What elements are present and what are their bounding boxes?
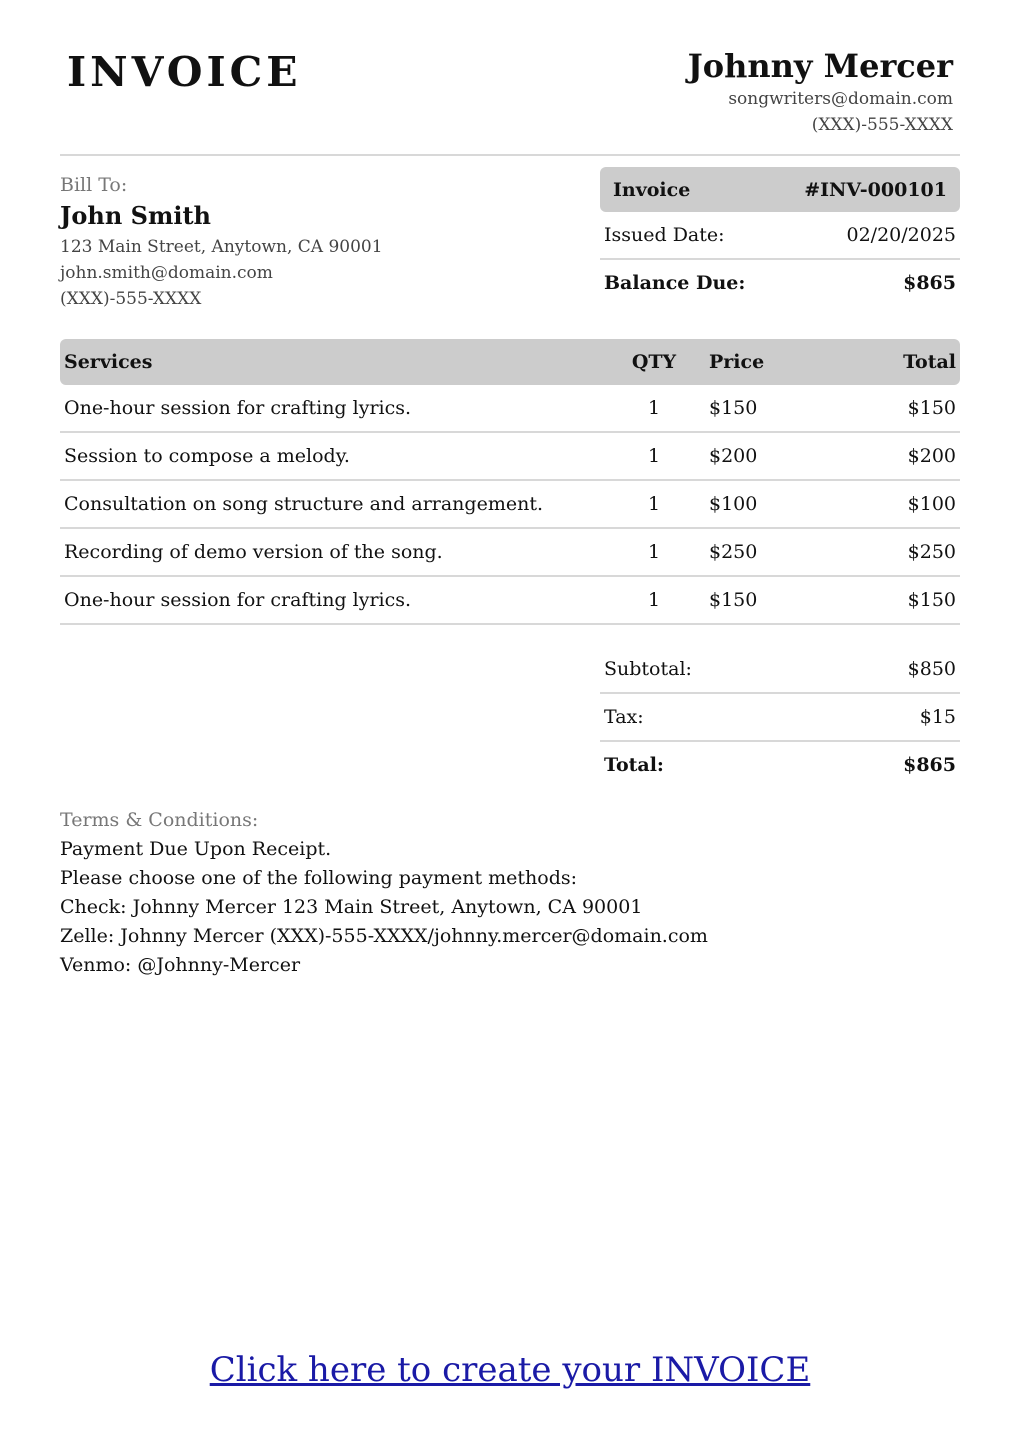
- service-cell: Session to compose a melody.: [60, 432, 614, 480]
- client-name: John Smith: [60, 201, 211, 230]
- issued-date-label: Issued Date:: [604, 224, 725, 246]
- table-row: [60, 480, 960, 528]
- grand-total-row: [600, 742, 960, 788]
- column-header-qty: QTY: [614, 339, 694, 385]
- total-cell: $250: [819, 528, 960, 576]
- qty-cell: 1: [614, 385, 694, 432]
- service-cell: One-hour session for crafting lyrics.: [60, 385, 614, 432]
- terms-block: [60, 806, 708, 980]
- total-cell: $150: [819, 385, 960, 432]
- terms-line: Venmo: @Johnny-Mercer: [60, 954, 301, 976]
- tax-row: [600, 694, 960, 742]
- column-header-total: Total: [819, 339, 960, 385]
- totals-block: [600, 646, 960, 788]
- table-row: [60, 432, 960, 480]
- seller-name: Johnny Mercer: [687, 47, 953, 85]
- qty-cell: 1: [614, 528, 694, 576]
- price-cell: $250: [694, 528, 819, 576]
- client-email: john.smith@domain.com: [60, 263, 273, 283]
- invoice-number: #INV-000101: [804, 178, 947, 201]
- invoice-label: Invoice: [613, 178, 691, 201]
- invoice-header: [60, 0, 960, 156]
- subtotal-label: Subtotal:: [604, 658, 692, 680]
- services-table: [60, 339, 960, 625]
- seller-phone: (XXX)-555-XXXX: [811, 115, 953, 135]
- tax-label: Tax:: [604, 706, 644, 728]
- bill-to-block: [60, 172, 383, 312]
- table-header-row: [60, 339, 960, 385]
- total-cell: $100: [819, 480, 960, 528]
- table-row: [60, 528, 960, 576]
- terms-line: Zelle: Johnny Mercer (XXX)-555-XXXX/johnny.mercer@domain.com: [60, 925, 708, 947]
- client-address: 123 Main Street, Anytown, CA 90001: [60, 237, 383, 257]
- balance-due-label: Balance Due:: [604, 272, 746, 294]
- terms-line: Please choose one of the following payment methods:: [60, 867, 578, 889]
- qty-cell: 1: [614, 480, 694, 528]
- issued-date-row: [600, 212, 960, 260]
- create-invoice-link[interactable]: Click here to create your INVOICE: [209, 1350, 811, 1390]
- invoice-number-row: [600, 167, 960, 212]
- issued-date-value: 02/20/2025: [846, 224, 956, 246]
- table-row: [60, 385, 960, 432]
- price-cell: $150: [694, 385, 819, 432]
- service-cell: One-hour session for crafting lyrics.: [60, 576, 614, 624]
- subtotal-row: [600, 646, 960, 694]
- price-cell: $150: [694, 576, 819, 624]
- column-header-price: Price: [694, 339, 819, 385]
- terms-label: Terms & Conditions:: [60, 809, 259, 831]
- invoice-meta: [600, 167, 960, 306]
- total-cell: $200: [819, 432, 960, 480]
- document-title: INVOICE: [67, 48, 302, 96]
- bill-to-label: Bill To:: [60, 174, 128, 196]
- balance-due-value: $865: [903, 272, 956, 294]
- column-header-services: Services: [60, 339, 614, 385]
- seller-info: [688, 46, 953, 138]
- terms-line: Payment Due Upon Receipt.: [60, 838, 332, 860]
- invoice-page: [60, 0, 960, 341]
- price-cell: $100: [694, 480, 819, 528]
- grand-total-label: Total:: [604, 754, 664, 776]
- total-cell: $150: [819, 576, 960, 624]
- service-cell: Recording of demo version of the song.: [60, 528, 614, 576]
- terms-line: Check: Johnny Mercer 123 Main Street, Anytown, CA 90001: [60, 896, 643, 918]
- client-phone: (XXX)-555-XXXX: [60, 289, 202, 309]
- tax-value: $15: [919, 706, 956, 728]
- table-row: [60, 576, 960, 624]
- subtotal-value: $850: [907, 658, 956, 680]
- cta-container: [0, 1350, 1020, 1390]
- price-cell: $200: [694, 432, 819, 480]
- invoice-info: [60, 156, 960, 341]
- qty-cell: 1: [614, 576, 694, 624]
- qty-cell: 1: [614, 432, 694, 480]
- seller-email: songwriters@domain.com: [728, 89, 953, 109]
- balance-due-row: [600, 260, 960, 306]
- grand-total-value: $865: [903, 754, 956, 776]
- service-cell: Consultation on song structure and arrangement.: [60, 480, 614, 528]
